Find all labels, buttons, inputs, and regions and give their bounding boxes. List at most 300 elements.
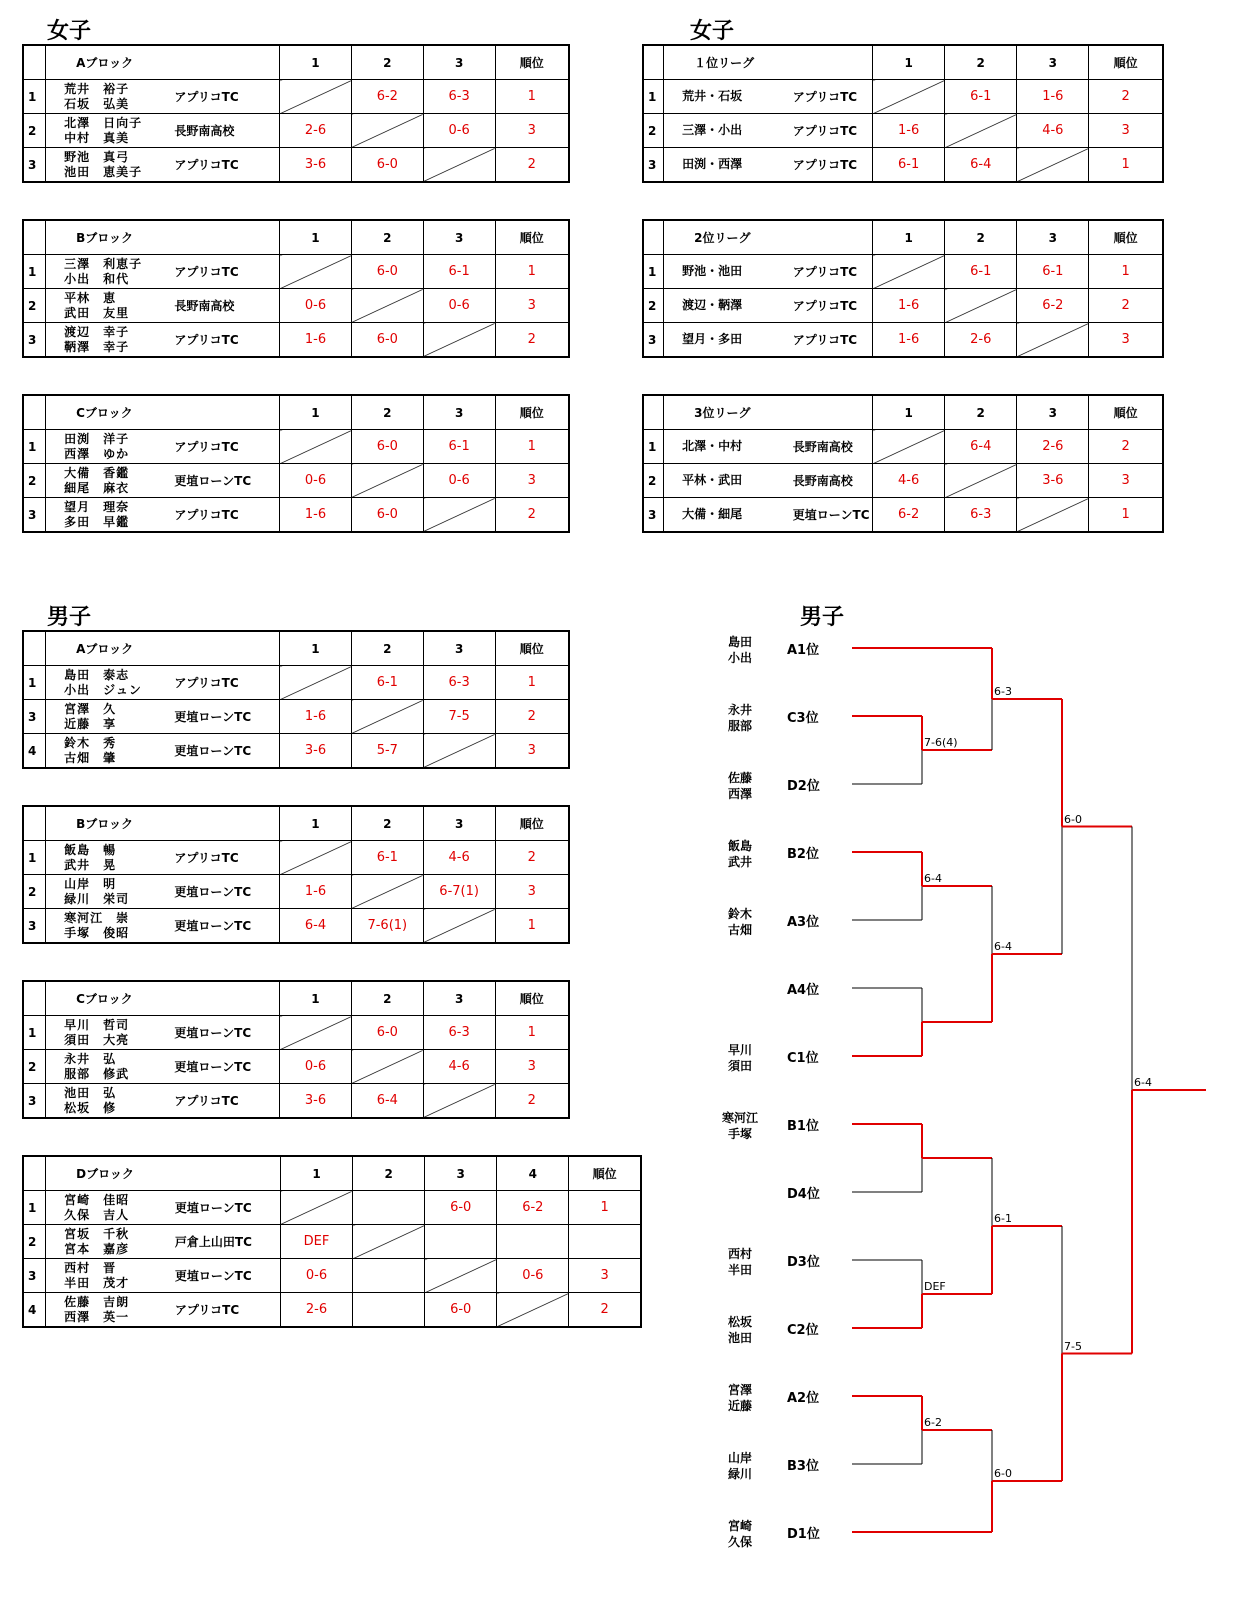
pair-name: 望月・多田 [664,323,775,358]
bracket-player-2: 小出 [727,651,752,665]
header-col-3: 3 [1017,45,1089,80]
bracket-seed: B3位 [787,1459,819,1474]
row-number: 3 [23,1259,46,1293]
rank-cell: 1 [495,666,569,700]
player-2: 西澤 ゆか [64,446,130,461]
header-rank: 順位 [569,1156,641,1191]
bracket-player-1: 寒河江 [721,1111,758,1125]
bracket-seed: A2位 [787,1391,820,1406]
team-name: アプリコTC [775,148,873,183]
row-number: 2 [23,114,46,148]
team-name: アプリコTC [156,255,279,289]
team-name: 更埴ローンTC [156,700,279,734]
header-col-3: 3 [423,395,495,430]
rank-cell: 1 [495,1016,569,1050]
bracket-seed: A1位 [787,643,820,658]
header-col-3: 3 [423,45,495,80]
rank-cell: 3 [495,289,569,323]
bracket-seed: A3位 [787,915,820,930]
player-2: 多田 早鑑 [64,514,130,529]
header-col-1: 1 [280,806,352,841]
bracket-player-1: 飯島 [727,839,752,853]
header-col-2: 2 [351,45,423,80]
score-cell: 6-1 [351,666,423,700]
score-cell: 6-2 [351,80,423,114]
header-col-2: 2 [945,45,1017,80]
header-col-2: 2 [945,220,1017,255]
score-cell: 1-6 [280,875,352,909]
score-cell: DEF [280,1225,352,1259]
header-col-3: 3 [423,220,495,255]
score-cell: 6-0 [425,1191,497,1225]
header-rank: 順位 [495,395,569,430]
block-title: 2位リーグ [664,220,775,255]
rank-cell: 1 [1089,148,1163,183]
bracket-score: 6-0 [1064,812,1082,826]
header-col-1: 1 [280,45,352,80]
row-number: 2 [643,289,664,323]
score-cell: 2-6 [945,323,1017,358]
bracket-seed: D4位 [787,1187,820,1202]
score-cell: 6-4 [945,430,1017,464]
row-number: 4 [23,1293,46,1328]
player-1: 宮崎 佳昭 [64,1192,130,1207]
row-number: 3 [23,700,46,734]
score-cell: 0-6 [280,1050,352,1084]
bracket-score: DEF [924,1280,946,1293]
row-number: 3 [643,148,664,183]
bracket-entry-names [718,770,762,802]
score-cell: 3-6 [280,734,352,769]
score-cell: 6-0 [351,323,423,358]
team-name: 更埴ローンTC [156,1050,279,1084]
block-title: Cブロック [46,981,157,1016]
score-cell: 6-1 [1017,255,1089,289]
team-name: 更埴ローンTC [156,464,279,498]
header-rank: 順位 [1089,220,1163,255]
score-cell: 6-1 [423,430,495,464]
bracket-player-2: 服部 [727,719,752,733]
rank-cell: 3 [1089,323,1163,358]
block-title: Cブロック [46,395,157,430]
rank-cell: 2 [495,498,569,533]
header-col-1: 1 [873,45,945,80]
score-cell: 2-6 [280,1293,352,1328]
row-number: 3 [23,909,46,944]
rank-cell: 3 [495,114,569,148]
header-col-2: 2 [945,395,1017,430]
score-cell: 6-4 [351,1084,423,1119]
bracket-seed: B1位 [787,1119,819,1134]
bracket-score: 7-6(4) [924,736,958,749]
player-1: 北澤 日向子 [64,115,143,130]
bracket-player-2: 武井 [727,855,752,869]
player-2: 石坂 弘美 [64,96,130,111]
bracket-seed: C3位 [787,711,819,726]
bracket-score: 6-3 [994,685,1012,698]
row-number: 2 [23,464,46,498]
score-cell: 4-6 [873,464,945,498]
row-number: 3 [643,323,664,358]
header-rank: 順位 [495,45,569,80]
bracket-player-1: 山岸 [727,1451,752,1465]
score-cell: 6-1 [945,80,1017,114]
player-2: 池田 恵美子 [64,164,143,179]
bracket-player-1: 宮澤 [727,1383,752,1397]
player-1: 大備 香鑑 [64,465,130,480]
men-title-right: 男子 [800,605,845,630]
rank-cell: 3 [495,464,569,498]
player-2: 半田 茂才 [64,1275,130,1290]
header-col-2: 2 [351,981,423,1016]
score-cell: 0-6 [280,1259,352,1293]
score-cell: 6-3 [423,80,495,114]
score-cell: 6-2 [1017,289,1089,323]
score-cell: 2-6 [1017,430,1089,464]
player-2: 久保 吉人 [64,1207,130,1222]
bracket-seed: C1位 [787,1051,819,1066]
bracket-player-1: 松坂 [727,1315,752,1329]
player-1: 荒井 裕子 [64,81,130,96]
score-cell: 6-0 [351,498,423,533]
player-2: 服部 修武 [64,1066,130,1081]
bracket-seed: D3位 [787,1255,820,1270]
team-name: アプリコTC [157,1293,281,1328]
score-cell: 2-6 [280,114,352,148]
header-col-2: 2 [351,806,423,841]
bracket-seed: C2位 [787,1323,819,1338]
player-1: 平林 恵 [64,290,117,305]
rank-cell: 2 [495,323,569,358]
bracket-entry-names [718,634,762,666]
row-number: 1 [643,430,664,464]
player-2: 須田 大亮 [64,1032,130,1047]
player-1: 鈴木 秀 [64,735,117,750]
team-name: アプリコTC [775,323,873,358]
bracket-entry-names [718,1314,762,1346]
rank-cell: 2 [1089,289,1163,323]
score-cell: 0-6 [280,464,352,498]
rank-cell: 3 [495,875,569,909]
score-cell: 6-2 [497,1191,569,1225]
women-title-right: 女子 [690,19,735,44]
score-cell: 6-3 [423,666,495,700]
team-name: アプリコTC [775,289,873,323]
header-col-3: 3 [1017,220,1089,255]
rank-cell: 2 [569,1293,641,1328]
row-number: 2 [23,875,46,909]
team-name: アプリコTC [156,1084,279,1119]
row-number: 3 [23,1084,46,1119]
bracket-player-2: 久保 [727,1535,752,1549]
rank-cell: 3 [495,1050,569,1084]
block-title: 3位リーグ [664,395,775,430]
player-1: 三澤 利恵子 [64,256,143,271]
team-name: 長野南高校 [775,464,873,498]
header-col-3: 3 [423,806,495,841]
bracket-score: 6-1 [994,1212,1012,1225]
bracket-score: 6-0 [994,1467,1012,1480]
score-cell: 7-6(1) [351,909,423,944]
pair-name: 荒井・石坂 [664,80,775,114]
pair-name: 三澤・小出 [664,114,775,148]
header-col-3: 3 [423,981,495,1016]
player-2: 近藤 享 [64,716,117,731]
score-cell: 1-6 [873,289,945,323]
bracket-player-1: 宮崎 [727,1519,752,1533]
header-col-3: 3 [1017,395,1089,430]
block-title: Bブロック [46,220,157,255]
player-2: 武田 友里 [64,305,130,320]
player-2: 緑川 栄司 [64,891,130,906]
player-1: 宮澤 久 [64,701,117,716]
header-col-3: 3 [425,1156,497,1191]
team-name: アプリコTC [775,114,873,148]
score-cell: 4-6 [1017,114,1089,148]
team-name: 長野南高校 [156,114,279,148]
player-2: 武井 晃 [64,857,117,872]
score-cell: 4-6 [423,841,495,875]
player-2: 細尾 麻衣 [64,480,130,495]
team-name: アプリコTC [156,666,279,700]
score-cell: 6-0 [351,148,423,183]
team-name: 長野南高校 [775,430,873,464]
team-name: アプリコTC [156,323,279,358]
score-cell: 7-5 [423,700,495,734]
rank-cell: 3 [495,734,569,769]
bracket-entry-names [718,702,762,734]
header-rank: 順位 [495,806,569,841]
row-number: 2 [23,1050,46,1084]
team-name: 更埴ローンTC [156,1016,279,1050]
rank-cell: 3 [1089,114,1163,148]
score-cell: 6-0 [351,1016,423,1050]
team-name: 更埴ローンTC [156,734,279,769]
team-name: アプリコTC [156,498,279,533]
team-name: アプリコTC [156,148,279,183]
rank-cell: 1 [1089,255,1163,289]
men-title-left: 男子 [47,605,92,630]
row-number: 1 [23,841,46,875]
score-cell: 3-6 [280,1084,352,1119]
bracket-seed: A4位 [787,983,820,998]
player-2: 鞆澤 幸子 [64,339,130,354]
block-title: Aブロック [46,631,157,666]
score-cell: 6-4 [280,909,352,944]
header-col-2: 2 [351,220,423,255]
header-rank: 順位 [495,220,569,255]
player-2: 宮本 嘉彦 [64,1241,130,1256]
row-number: 3 [23,148,46,183]
bracket-entry-names [718,838,762,870]
row-number: 3 [23,498,46,533]
header-col-1: 1 [280,1156,352,1191]
score-cell: 3-6 [1017,464,1089,498]
bracket-player-2: 古畑 [727,923,752,937]
score-cell: 6-1 [873,148,945,183]
score-cell: 6-0 [425,1293,497,1328]
score-cell: 1-6 [873,114,945,148]
row-number: 1 [23,80,46,114]
score-cell: 1-6 [280,323,352,358]
header-rank: 順位 [495,631,569,666]
rank-cell: 1 [569,1191,641,1225]
team-name: 戸倉上山田TC [157,1225,281,1259]
row-number: 3 [643,498,664,533]
score-cell: 1-6 [280,498,352,533]
player-2: 松坂 修 [64,1100,117,1115]
block-title: Dブロック [46,1156,157,1191]
header-rank: 順位 [1089,395,1163,430]
header-col-1: 1 [280,631,352,666]
player-1: 野池 真弓 [64,149,130,164]
team-name: アプリコTC [775,80,873,114]
team-name: アプリコTC [156,80,279,114]
player-1: 山岸 明 [64,876,117,891]
rank-cell: 2 [495,841,569,875]
team-name: アプリコTC [156,430,279,464]
bracket-player-2: 緑川 [727,1467,752,1481]
rank-cell: 1 [495,909,569,944]
score-cell: 6-3 [945,498,1017,533]
block-title: Aブロック [46,45,157,80]
score-cell: 1-6 [1017,80,1089,114]
score-cell: 0-6 [423,114,495,148]
rank-cell: 2 [1089,430,1163,464]
row-number: 1 [643,80,664,114]
bracket-seed: D1位 [787,1527,820,1542]
score-cell: 6-1 [945,255,1017,289]
header-col-3: 3 [423,631,495,666]
row-number: 2 [643,114,664,148]
score-cell: 6-3 [423,1016,495,1050]
row-number: 1 [643,255,664,289]
header-col-1: 1 [280,981,352,1016]
player-1: 佐藤 吉朗 [64,1294,130,1309]
block-title: Bブロック [46,806,157,841]
pair-name: 大備・細尾 [664,498,775,533]
header-col-2: 2 [353,1156,425,1191]
bracket-entry-names [718,1246,762,1278]
row-number: 1 [23,430,46,464]
bracket-player-1: 永井 [727,703,752,717]
score-cell: 4-6 [423,1050,495,1084]
rank-cell: 3 [1089,464,1163,498]
rank-cell: 2 [495,148,569,183]
bracket-player-2: 手塚 [727,1127,752,1141]
score-cell: 6-0 [351,430,423,464]
bracket-player-2: 西澤 [727,787,752,801]
rank-cell: 2 [495,1084,569,1119]
bracket-player-2: 半田 [727,1263,752,1277]
header-col-2: 2 [351,395,423,430]
pair-name: 田渕・西澤 [664,148,775,183]
player-2: 中村 真美 [64,130,130,145]
rank-cell: 1 [495,430,569,464]
bracket-entry-names [718,1518,762,1550]
score-cell: 5-7 [351,734,423,769]
bracket-player-1: 鈴木 [727,907,752,921]
bracket-seed: D2位 [787,779,820,794]
bracket-score: 7-5 [1064,1339,1082,1353]
header-col-1: 1 [280,220,352,255]
player-2: 古畑 肇 [64,750,117,765]
row-number: 4 [23,734,46,769]
bracket-score: 6-4 [994,940,1012,953]
bracket-seed: B2位 [787,847,819,862]
team-name: 更埴ローンTC [775,498,873,533]
score-cell: 0-6 [497,1259,569,1293]
bracket-player-1: 島田 [727,635,752,649]
bracket-entry-names [718,1042,762,1074]
pair-name: 北澤・中村 [664,430,775,464]
row-number: 3 [23,323,46,358]
women-title-left: 女子 [47,19,92,44]
player-2: 小出 ジュン [64,682,142,697]
block-title: １位リーグ [664,45,775,80]
player-1: 田渕 洋子 [64,431,130,446]
header-rank: 順位 [495,981,569,1016]
bracket-player-2: 須田 [727,1059,752,1073]
player-1: 寒河江 崇 [64,910,130,925]
header-col-2: 2 [351,631,423,666]
team-name: 更埴ローンTC [157,1259,281,1293]
score-cell: 6-7(1) [423,875,495,909]
bracket-entry-names [718,1382,762,1414]
bracket-player-2: 近藤 [727,1399,752,1413]
pair-name: 平林・武田 [664,464,775,498]
score-cell: 3-6 [280,148,352,183]
row-number: 2 [643,464,664,498]
player-1: 西村 晋 [64,1260,117,1275]
player-1: 飯島 暢 [64,842,117,857]
team-name: アプリコTC [775,255,873,289]
player-1: 早川 哲司 [64,1017,130,1032]
player-1: 望月 理奈 [64,499,130,514]
header-col-1: 1 [280,395,352,430]
bracket-score: 6-2 [924,1416,942,1429]
rank-cell: 2 [1089,80,1163,114]
rank-cell: 3 [569,1259,641,1293]
score-cell: 6-2 [873,498,945,533]
player-2: 小出 和代 [64,271,130,286]
score-cell: 6-1 [423,255,495,289]
player-2: 西澤 英一 [64,1309,130,1324]
player-1: 池田 弘 [64,1085,117,1100]
score-cell: 6-0 [351,255,423,289]
row-number: 1 [23,1191,46,1225]
bracket-player-1: 佐藤 [727,771,752,785]
team-name: 長野南高校 [156,289,279,323]
bracket-entry-names [718,906,762,938]
bracket-player-1: 早川 [727,1043,752,1057]
bracket-entry-names [718,1110,762,1142]
team-name: 更埴ローンTC [156,909,279,944]
score-cell: 0-6 [280,289,352,323]
rank-cell: 1 [495,255,569,289]
score-cell: 0-6 [423,289,495,323]
bracket-score: 6-4 [924,872,942,885]
bracket-player-1: 西村 [727,1247,752,1261]
header-col-1: 1 [873,220,945,255]
player-1: 島田 泰志 [64,667,130,682]
team-name: 更埴ローンTC [156,875,279,909]
score-cell: 0-6 [423,464,495,498]
header-col-4: 4 [497,1156,569,1191]
player-2: 手塚 俊昭 [64,925,130,940]
row-number: 1 [23,255,46,289]
rank-cell: 2 [495,700,569,734]
